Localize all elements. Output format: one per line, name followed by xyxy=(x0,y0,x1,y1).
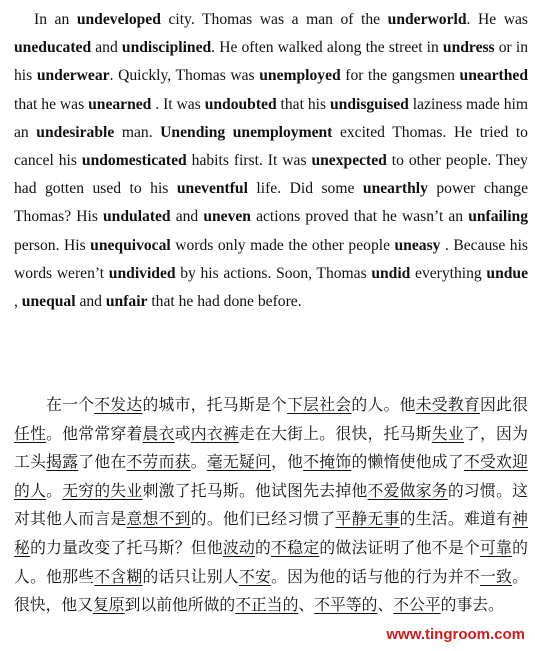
text-run: laziness made him an xyxy=(14,95,528,141)
vocab-word: undress xyxy=(442,39,495,57)
text-run: 在一个 xyxy=(46,395,95,414)
text-run: life. Did some xyxy=(247,180,363,198)
text-run: 的人。他 xyxy=(351,395,416,414)
vocab-translation: 不正当的 xyxy=(235,595,299,615)
text-run: 的人。他那些 xyxy=(14,537,528,586)
text-run: 的习惯。这对其他人而言是 xyxy=(14,480,528,529)
vocab-translation: 内衣裤 xyxy=(190,423,239,443)
vocab-word: unearthed xyxy=(459,67,528,85)
text-run: , xyxy=(14,293,22,311)
text-run: . Quickly, Thomas was xyxy=(109,67,260,85)
vocab-word: uneducated xyxy=(14,39,92,57)
vocab-word: unfailing xyxy=(468,208,529,226)
vocab-translation: 晨衣 xyxy=(142,423,175,443)
vocab-word: uneven xyxy=(203,208,251,226)
text-run: 了他在 xyxy=(78,452,127,472)
site-watermark: www.tingroom.com xyxy=(386,626,525,643)
vocab-translation: 不发达 xyxy=(94,395,143,414)
text-run: 的懒惰使他成了 xyxy=(351,452,464,472)
text-run: to other people. They had gotten used to his xyxy=(14,152,528,198)
text-run: . He was xyxy=(466,11,528,28)
vocab-word: underwear xyxy=(36,67,110,85)
vocab-translation: 不劳而获 xyxy=(126,452,191,472)
vocab-word: unearned xyxy=(88,95,152,113)
vocab-word: undisguised xyxy=(329,95,409,113)
vocab-translation: 下层社会 xyxy=(287,395,352,414)
vocab-translation: 一致 xyxy=(479,566,513,586)
vocab-translation: 任性 xyxy=(14,423,47,443)
text-run: city. Thomas was a man of the xyxy=(160,11,388,28)
vocab-word: undid xyxy=(371,264,411,282)
vocab-translation: 不安 xyxy=(238,566,272,586)
text-run: person. His xyxy=(14,236,91,254)
vocab-word: underworld xyxy=(387,11,467,28)
text-run: 到以前他所做的 xyxy=(124,595,236,615)
vocab-word: undesirable xyxy=(36,123,115,141)
vocab-translation: 波动 xyxy=(222,537,256,557)
text-run: 。 xyxy=(46,480,63,500)
vocab-word: undivided xyxy=(108,264,176,282)
chinese-paragraph xyxy=(14,391,528,620)
text-run: 的城市，托马斯是个 xyxy=(142,395,288,414)
vocab-word: unearthly xyxy=(362,180,428,198)
text-run: In an xyxy=(34,11,77,28)
vocab-word: uneventful xyxy=(176,180,248,198)
text-run: and xyxy=(91,39,122,57)
text-run: . He often walked along the street in xyxy=(211,39,443,57)
vocab-translation: 平静无事 xyxy=(335,509,400,529)
text-run: excited Thomas. He tried to cancel his xyxy=(14,123,528,170)
text-run: 的话只让别人 xyxy=(142,566,239,586)
vocab-translation: 神秘 xyxy=(14,509,528,557)
chinese-passage xyxy=(14,391,528,620)
vocab-translation: 不稳定 xyxy=(271,537,320,557)
vocab-translation: 意想不到 xyxy=(126,509,191,529)
vocab-translation: 不爱做家务 xyxy=(367,480,448,500)
text-run: 了，因为工头 xyxy=(14,423,528,472)
vocab-word: unequivocal xyxy=(90,236,171,254)
vocab-translation: 不平等的 xyxy=(314,595,378,615)
text-run: that he had done before. xyxy=(147,293,302,311)
text-run: 的事去。 xyxy=(440,595,504,615)
text-run: ，他 xyxy=(271,452,304,472)
text-run: everything xyxy=(410,264,487,282)
text-run: 的生活。难道有 xyxy=(399,509,513,529)
vocab-translation: 不受欢迎的人 xyxy=(14,452,528,500)
text-run: and xyxy=(170,208,204,226)
text-run: 的做法证明了他不是个 xyxy=(319,537,480,557)
vocab-translation: 未受教育 xyxy=(415,395,480,414)
text-run: for the gangsmen xyxy=(340,67,460,85)
text-run: 的 xyxy=(255,537,272,557)
text-run: power change Thomas? His xyxy=(14,180,529,226)
text-run: . It was xyxy=(151,95,205,113)
text-run: 的。他们已经习惯了 xyxy=(190,509,336,529)
vocab-translation: 无穷的失业 xyxy=(62,480,143,500)
text-run: man. xyxy=(114,123,161,141)
vocab-word: undoubted xyxy=(204,95,277,113)
vocab-word: undulated xyxy=(103,208,171,226)
text-run: 或 xyxy=(174,423,191,443)
vocab-word: Unending unemployment xyxy=(160,123,333,141)
text-run: 。 xyxy=(190,452,207,472)
vocab-word: unequal xyxy=(21,293,76,311)
vocab-translation: 可靠 xyxy=(479,537,513,557)
vocab-word: uneasy xyxy=(394,236,441,254)
text-run: actions proved that he wasn’t an xyxy=(250,208,469,226)
vocab-translation: 不含糊 xyxy=(94,566,143,586)
vocab-translation: 不掩饰 xyxy=(303,452,352,472)
vocab-word: undeveloped xyxy=(76,11,161,28)
text-run: that he was xyxy=(14,95,89,113)
text-run: words only made the other people xyxy=(170,236,395,254)
english-passage xyxy=(14,6,528,316)
text-run: 。因为他的话与他的行为并不 xyxy=(271,566,480,586)
english-paragraph xyxy=(14,6,528,316)
vocab-translation: 不公平 xyxy=(393,595,441,615)
text-run: 走在大街上。很快，托马斯 xyxy=(238,423,432,443)
text-run: 、 xyxy=(377,595,394,615)
vocab-word: undisciplined xyxy=(121,39,212,57)
vocab-translation: 失业 xyxy=(431,423,464,443)
text-run: that his xyxy=(276,95,330,113)
text-run: 。他常常穿着 xyxy=(46,423,143,443)
vocab-translation: 毫无疑问 xyxy=(206,452,272,472)
vocab-word: undomesticated xyxy=(81,152,187,170)
vocab-translation: 复原 xyxy=(93,595,125,615)
text-run: or in his xyxy=(14,39,528,85)
text-run: 、 xyxy=(298,595,315,615)
text-run: 。很快，他又 xyxy=(14,566,528,615)
text-run: habits first. It was xyxy=(186,152,312,170)
text-run: 的力量改变了托马斯？但他 xyxy=(30,537,223,557)
text-run: 刺激了托马斯。他试图先去掉他 xyxy=(142,480,368,500)
vocab-word: unemployed xyxy=(259,67,341,85)
vocab-word: unexpected xyxy=(311,152,387,170)
vocab-translation: 揭露 xyxy=(46,452,79,472)
text-run: . Because his words weren’t xyxy=(14,236,528,282)
vocab-word: unfair xyxy=(105,293,148,311)
text-run: and xyxy=(75,293,106,311)
vocab-word: undue xyxy=(486,264,529,282)
text-run: 因此很 xyxy=(479,395,528,414)
text-run: by his actions. Soon, Thomas xyxy=(175,264,372,282)
